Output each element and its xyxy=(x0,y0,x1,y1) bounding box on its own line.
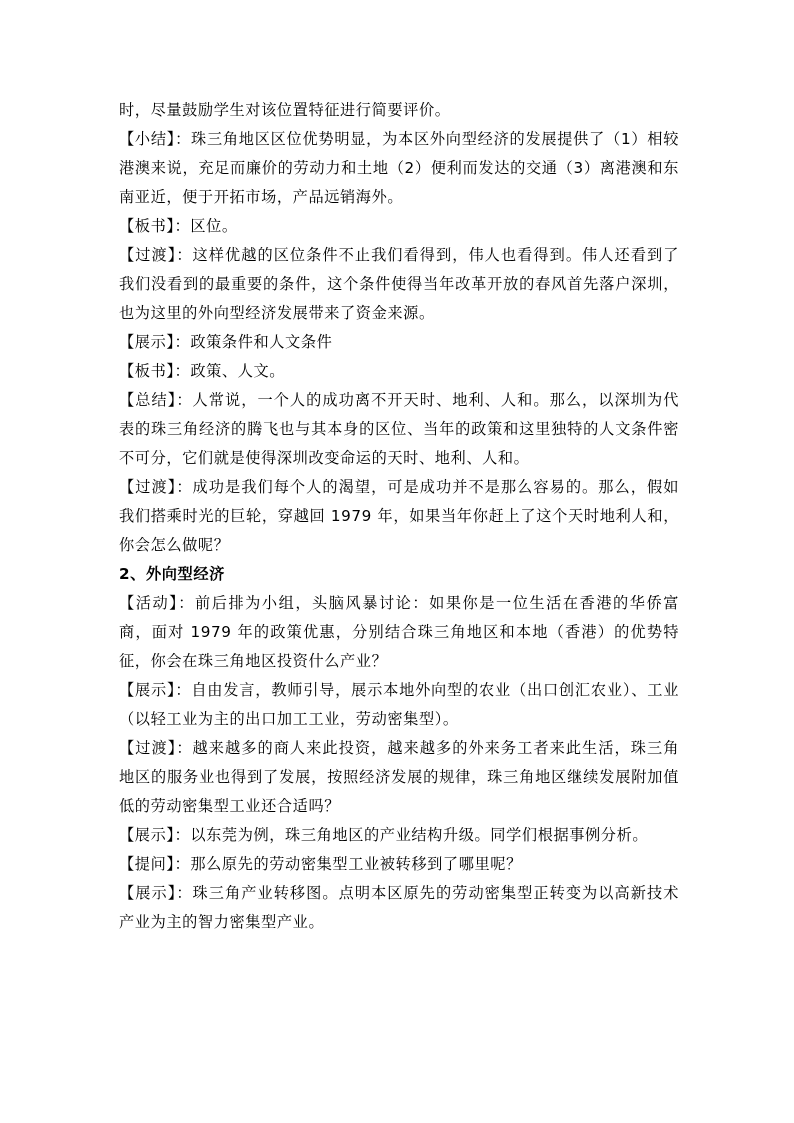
paragraph-transition-services: 【过渡】：越来越多的商人来此投资，越来越多的外来务工者来此生活，珠三角地区的服务业也得到了发展，按照经济发展的规律，珠三角地区继续发展附加值低的劳动密集型工业还合适吗？ xyxy=(119,739,679,815)
paragraph-show-policy: 【展示】：政策条件和人文条件 xyxy=(119,333,333,351)
paragraph-intro-continuation: 时，尽量鼓励学生对该位置特征进行简要评价。 xyxy=(119,101,451,119)
paragraph-show-industry: 【展示】：自由发言，教师引导，展示本地外向型的农业（出口创汇农业）、工业（以轻工业为主的出口加工工业，劳动密集型）。 xyxy=(119,681,679,728)
paragraph-transition-1979: 【过渡】：成功是我们每个人的渴望，可是成功并不是那么容易的。那么，假如我们搭乘时光的巨轮，穿越回 1979 年，如果当年你赶上了这个天时地利人和，你会怎么做呢？ xyxy=(119,478,679,554)
paragraph-board-policy: 【板书】：政策、人文。 xyxy=(119,362,286,380)
section-heading-outward-economy: 2、外向型经济 xyxy=(119,565,225,583)
paragraph-transition-policy: 【过渡】：这样优越的区位条件不止我们看得到，伟人也看得到。伟人还看到了我们没看到的最重要的条件，这个条件使得当年改革开放的春风首先落户深圳，也为这里的外向型经济发展带来了资金来源。 xyxy=(119,246,679,322)
paragraph-question: 【提问】：那么原先的劳动密集型工业被转移到了哪里呢？ xyxy=(119,855,522,873)
document-body xyxy=(119,96,679,937)
paragraph-conclusion: 【总结】：人常说，一个人的成功离不开天时、地利、人和。那么，以深圳为代表的珠三角经济的腾飞也与其本身的区位、当年的政策和这里独特的人文条件密不可分，它们就是使得深圳改变命运的天时、地利、人和。 xyxy=(119,391,679,467)
paragraph-summary-location: 【小结】：珠三角地区区位优势明显，为本区外向型经济的发展提供了（1）相较港澳来说，充足而廉价的劳动力和土地（2）便利而发达的交通（3）离港澳和东南亚近，便于开拓市场，产品远销海外。 xyxy=(119,130,679,206)
paragraph-board-location: 【板书】：区位。 xyxy=(119,217,238,235)
paragraph-show-transfer-map: 【展示】：珠三角产业转移图。点明本区原先的劳动密集型正转变为以高新技术产业为主的智力密集型产业。 xyxy=(119,884,679,931)
paragraph-show-dongguan: 【展示】：以东莞为例，珠三角地区的产业结构升级。同学们根据事例分析。 xyxy=(119,826,649,844)
paragraph-activity: 【活动】：前后排为小组，头脑风暴讨论：如果你是一位生活在香港的华侨富商，面对 1979 年的政策优惠，分别结合珠三角地区和本地（香港）的优势特征，你会在珠三角地区投资什么产业？ xyxy=(119,594,679,670)
